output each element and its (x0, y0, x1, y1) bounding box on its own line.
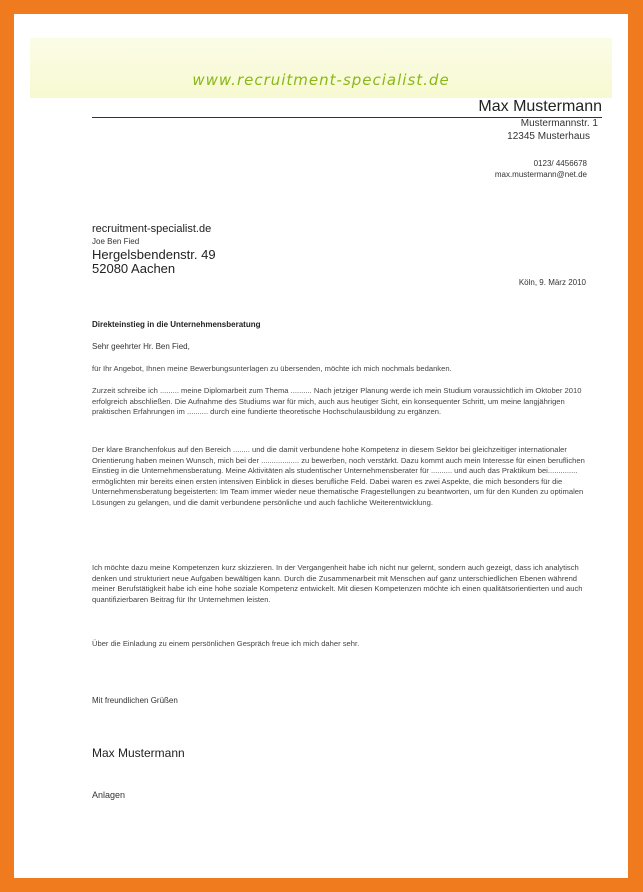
letter-date: Köln, 9. März 2010 (518, 278, 586, 287)
recipient-person: Joe Ben Fied (92, 237, 140, 246)
body-paragraph-1: für Ihr Angebot, Ihnen meine Bewerbungsunterlagen zu übersenden, möchte ich mich nochmals bedanken. (92, 364, 452, 373)
recipient-company: recruitment-specialist.de (92, 223, 212, 235)
sender-phone: 0123/ 4456678 (533, 159, 587, 168)
header-banner (30, 38, 612, 98)
body-paragraph-3: Der klare Branchenfokus auf den Bereich ........ und die damit verbundene hohe Kompetenz in diesem Sektor bei gleichzeitiger internationaler Orientierung haben meinen Wunsch, mich bei der .................. zu bewerben, noch verstärkt. Dazu kommt auch mein Interesse für einen beruflichen Einstieg in die Unternehmensberatung. Meine Aktivitäten als studentischer Unternehmensberater für .......... und auch das Praktikum bei.............. ermöglichten mir bereits einen ersten intensiven Einblick in dieses berufliche Feld. Dabei waren es zwei Aspekte, die mich besonders für die Unternehmensberatung begeisterten: Im Team immer wieder neue thematische Fragestellungen zu beantworten, um für den Kunden zu optimalen Lösungen zu gelangen, und die damit verbundene persönliche und auch fachliche Weiterentwicklung. (92, 445, 585, 507)
sender-name: Max Mustermann (478, 98, 602, 115)
sender-street: Mustermannstr. 1 (520, 118, 598, 129)
salutation: Sehr geehrter Hr. Ben Fied, (92, 342, 190, 351)
letter-subject: Direkteinstieg in die Unternehmensberatung (92, 320, 261, 329)
body-paragraph-4: Ich möchte dazu meine Kompetenzen kurz skizzieren. In der Vergangenheit habe ich nicht nur gelernt, sondern auch gezeigt, dass ich analytisch denken und strukturiert neue Aufgaben bewältigen kann. Durch die Zusammenarbeit mit Menschen auf ganz unterschiedlichen Ebenen während meiner Berufstätigkeit habe ich eine hohe soziale Kompetenz entwickelt. Mit diesen Kompetenzen möchte ich einen qualitätsorientierten und auch quantifizierbaren Beitrag für Ihr Unternehmen leisten. (92, 563, 583, 604)
recipient-city: 52080 Aachen (92, 261, 176, 276)
banner-url: www.recruitment-specialist.de (192, 71, 450, 89)
sender-email: max.mustermann@net.de (494, 170, 587, 179)
attachments-label: Anlagen (92, 790, 126, 800)
body-paragraph-5: Über die Einladung zu einem persönlichen Gespräch freue ich mich daher sehr. (92, 639, 360, 648)
recipient-street: Hergelsbendenstr. 49 (92, 247, 216, 262)
signature-name: Max Mustermann (92, 746, 185, 760)
body-paragraph-2: Zurzeit schreibe ich ......... meine Diplomarbeit zum Thema .......... Nach jetziger Planung werde ich mein Studium voraussichtlich im Oktober 2010 erfolgreich abschließen. Die Aufnahme des Studiums war für mich, auch aus heutiger Sicht, ein konsequenter Schritt, um meine langjährigen praktischen Erfahrungen im .......... durch eine fundierte theoretische Hochschulausbildung zu ergänzen. (92, 386, 582, 417)
sender-city: 12345 Musterhaus (507, 131, 590, 142)
closing: Mit freundlichen Grüßen (92, 696, 178, 705)
letter-page (14, 14, 628, 878)
